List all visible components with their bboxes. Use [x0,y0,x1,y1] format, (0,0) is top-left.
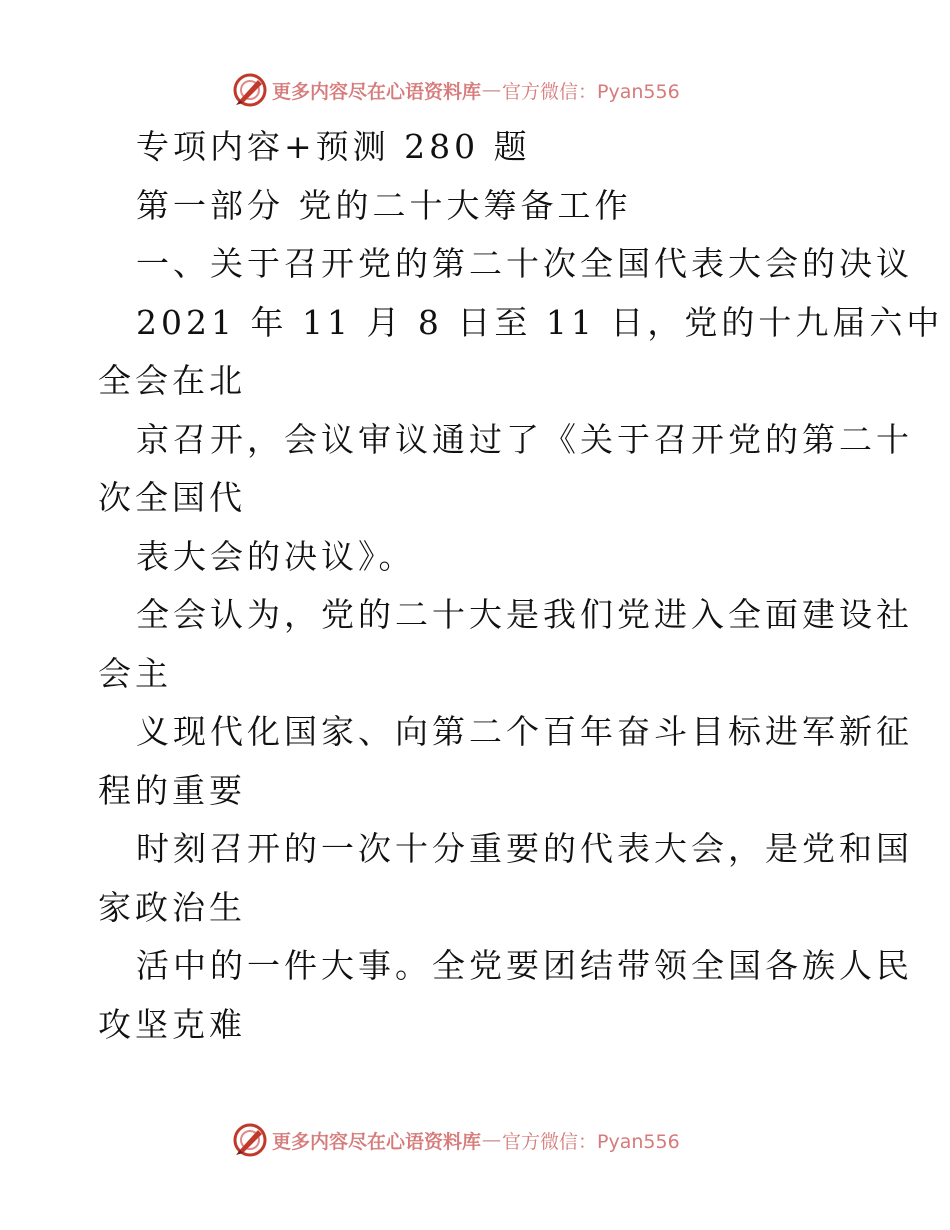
watermark-banner-bottom [232,1120,680,1160]
doc-heading-section: 一、关于召开党的第二十次全国代表大会的决议 [136,244,913,283]
doc-line: 程的重要 [98,770,246,810]
doc-line: 家政治生 [98,887,246,927]
watermark-banner-top [232,70,680,110]
doc-line: 活中的一件大事。全党要团结带领全国各族人民 [136,946,913,985]
pen-logo-icon [232,72,268,108]
watermark-wechat: 官方微信：Pyan556 [502,80,680,103]
doc-line: 会主 [98,653,172,693]
doc-heading-part: 第一部分 党的二十大筹备工作 [136,185,632,225]
doc-line: 京召开，会议审议通过了《关于召开党的第二十 [136,419,913,459]
doc-line: 时刻召开的一次十分重要的代表大会，是党和国 [136,829,913,868]
watermark-text: 更多内容尽在心语资料库 [272,80,482,103]
watermark-dash: — [482,1129,502,1151]
doc-line: 次全国代 [98,478,246,517]
doc-line: 全会在北 [98,361,246,400]
watermark-wechat: 官方微信：Pyan556 [502,1130,680,1153]
pen-logo-icon [232,1122,268,1158]
doc-line: 义现代化国家、向第二个百年奋斗目标进军新征 [136,712,913,751]
watermark-dash: — [482,79,502,101]
doc-line: 表大会的决议》。 [136,536,416,576]
doc-line: 2021 年 11 月 8 日至 11 日，党的十九届六中 [136,302,944,342]
doc-line: 全会认为，党的二十大是我们党进入全面建设社 [136,595,913,634]
doc-heading-title: 专项内容+预测 280 题 [136,127,531,166]
watermark-text: 更多内容尽在心语资料库 [272,1130,482,1153]
document-body [98,118,944,1054]
doc-line: 攻坚克难 [98,1004,246,1044]
